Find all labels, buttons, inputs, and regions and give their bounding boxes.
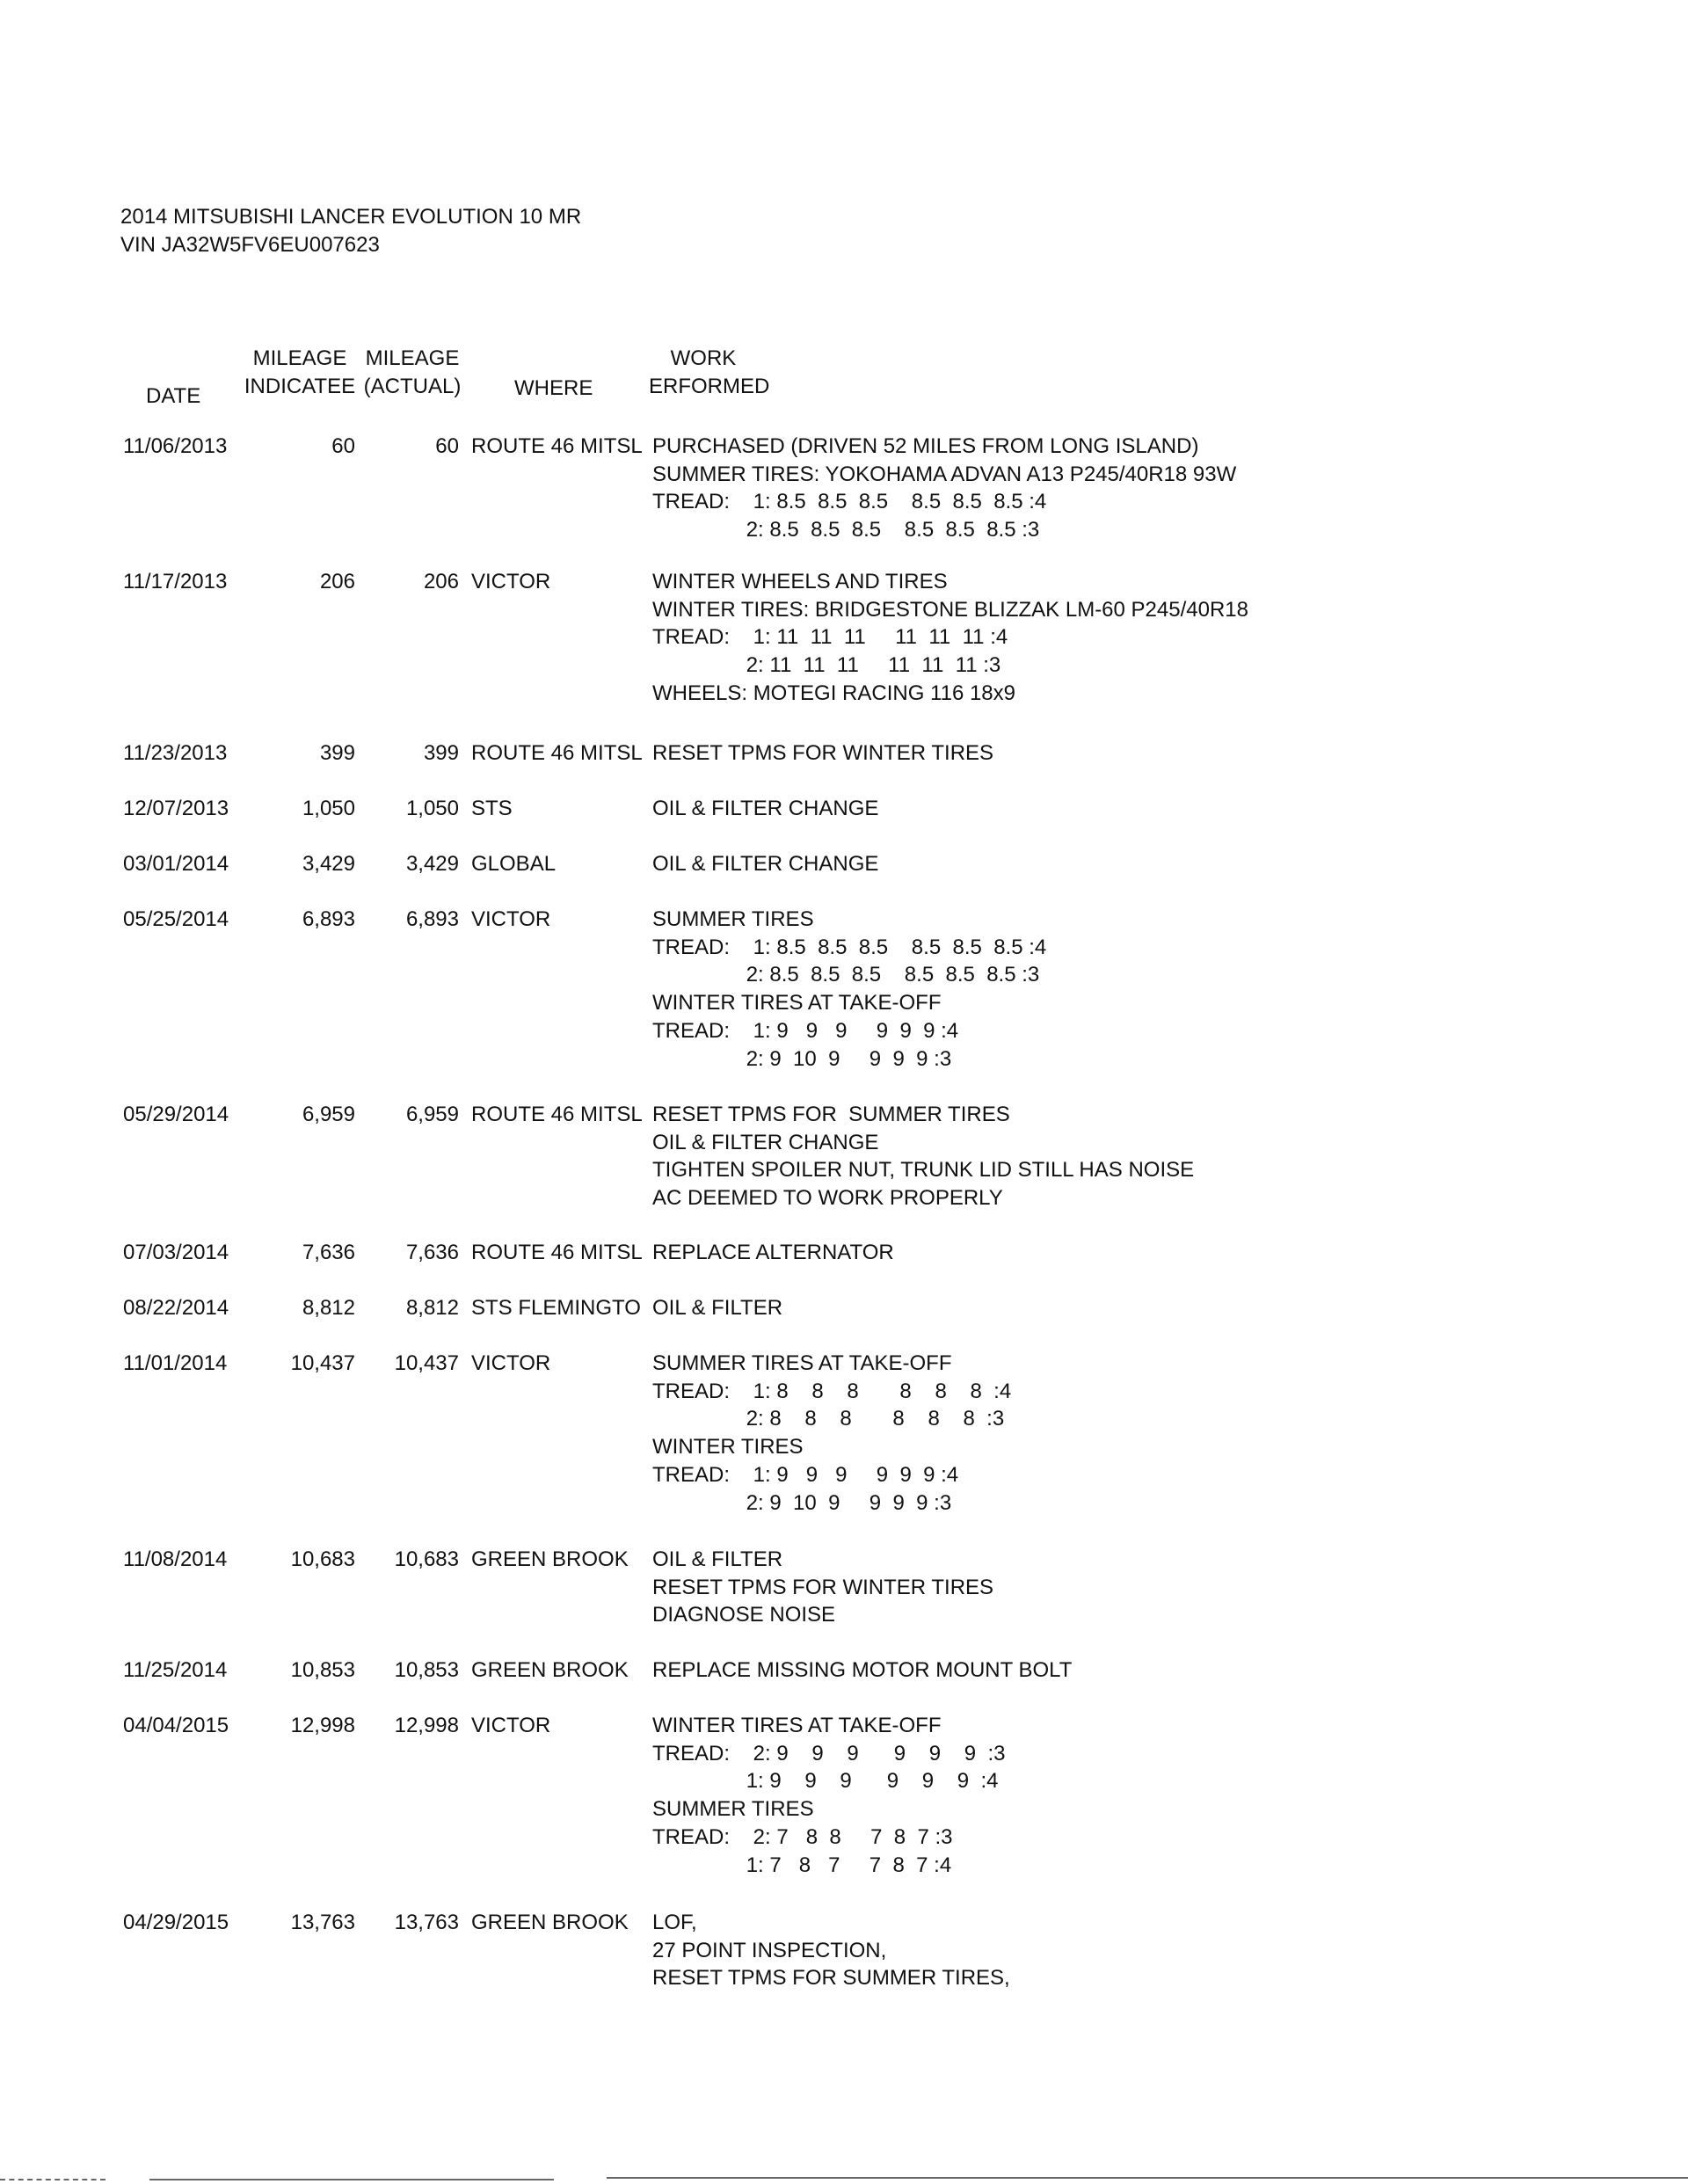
entry-where: GREEN BROOK xyxy=(471,1911,629,1934)
entry-date: 08/22/2014 xyxy=(123,1296,229,1320)
scan-edge-line-mid xyxy=(149,2179,554,2180)
entry-work-line: 27 POINT INSPECTION, xyxy=(652,1939,887,1962)
col-work-1: WORK xyxy=(670,346,737,370)
entry-where: ROUTE 46 MITSL xyxy=(471,741,643,765)
entry-work-line: TREAD: 2: 9 9 9 9 9 9 :3 xyxy=(652,1742,1006,1765)
entry-mileage-indicated: 399 xyxy=(319,741,355,765)
entry-mileage-indicated: 7,636 xyxy=(302,1241,355,1264)
entry-where: VICTOR xyxy=(471,1714,551,1737)
entry-mileage-indicated: 12,998 xyxy=(290,1714,355,1737)
entry-mileage-indicated: 8,812 xyxy=(302,1296,355,1320)
entry-work-line: 2: 9 10 9 9 9 9 :3 xyxy=(652,1047,952,1071)
entry-work-line: TREAD: 1: 8.5 8.5 8.5 8.5 8.5 8.5 :4 xyxy=(652,935,1047,959)
col-mileage-indicated-2: INDICATEE xyxy=(244,375,356,398)
entry-mileage-actual: 6,893 xyxy=(405,907,459,931)
entry-mileage-actual: 60 xyxy=(435,434,459,458)
entry-work-line: TIGHTEN SPOILER NUT, TRUNK LID STILL HAS NOISE xyxy=(652,1158,1195,1182)
entry-work-line: SUMMER TIRES: YOKOHAMA ADVAN A13 P245/40R18 93W xyxy=(652,462,1237,486)
col-work-2: ERFORMED xyxy=(649,375,770,398)
entry-mileage-actual: 12,998 xyxy=(394,1714,459,1737)
entry-work-line: RESET TPMS FOR SUMMER TIRES, xyxy=(652,1966,1010,1990)
entry-work-line: WINTER TIRES: BRIDGESTONE BLIZZAK LM-60 P245/40R18 xyxy=(652,598,1248,622)
entry-date: 11/08/2014 xyxy=(123,1547,228,1571)
entry-date: 05/29/2014 xyxy=(123,1103,229,1126)
col-date: DATE xyxy=(146,384,201,408)
entry-work-line: AC DEEMED TO WORK PROPERLY xyxy=(652,1186,1003,1210)
entry-work-line: WINTER WHEELS AND TIRES xyxy=(652,570,948,593)
entry-work-line: TREAD: 1: 8 8 8 8 8 8 :4 xyxy=(652,1380,1012,1403)
entry-where: GREEN BROOK xyxy=(471,1658,629,1682)
entry-where: GLOBAL xyxy=(471,852,557,876)
entry-mileage-actual: 206 xyxy=(423,570,459,593)
entry-mileage-actual: 3,429 xyxy=(405,852,459,876)
entry-date: 03/01/2014 xyxy=(123,852,229,876)
entry-work-line: OIL & FILTER xyxy=(652,1296,783,1320)
entry-mileage-actual: 10,437 xyxy=(394,1351,459,1375)
entry-date: 11/17/2013 xyxy=(123,570,228,593)
entry-mileage-actual: 7,636 xyxy=(405,1241,459,1264)
col-mileage-indicated-1: MILEAGE xyxy=(252,346,347,370)
entry-mileage-indicated: 13,763 xyxy=(290,1911,355,1934)
entry-date: 04/29/2015 xyxy=(123,1911,229,1934)
entry-work-line: TREAD: 1: 11 11 11 11 11 11 :4 xyxy=(652,625,1008,649)
entry-work-line: OIL & FILTER CHANGE xyxy=(652,852,879,876)
entry-mileage-actual: 6,959 xyxy=(405,1103,459,1126)
entry-work-line: LOF, xyxy=(652,1911,697,1934)
entry-work-line: 2: 9 10 9 9 9 9 :3 xyxy=(652,1491,952,1515)
entry-work-line: TREAD: 1: 9 9 9 9 9 9 :4 xyxy=(652,1463,959,1487)
entry-work-line: TREAD: 1: 8.5 8.5 8.5 8.5 8.5 8.5 :4 xyxy=(652,490,1047,513)
entry-mileage-actual: 13,763 xyxy=(394,1911,459,1934)
entry-where: VICTOR xyxy=(471,1351,551,1375)
col-where: WHERE xyxy=(514,376,593,400)
entry-mileage-indicated: 60 xyxy=(331,434,355,458)
entry-work-line: 2: 8.5 8.5 8.5 8.5 8.5 8.5 :3 xyxy=(652,963,1040,986)
entry-date: 04/04/2015 xyxy=(123,1714,229,1737)
entry-work-line: 2: 8.5 8.5 8.5 8.5 8.5 8.5 :3 xyxy=(652,518,1040,542)
entry-mileage-actual: 10,853 xyxy=(394,1658,459,1682)
entry-work-line: RESET TPMS FOR SUMMER TIRES xyxy=(652,1103,1010,1126)
entry-mileage-indicated: 10,853 xyxy=(290,1658,355,1682)
entry-mileage-indicated: 10,683 xyxy=(290,1547,355,1571)
entry-date: 05/25/2014 xyxy=(123,907,229,931)
entry-work-line: 1: 9 9 9 9 9 9 :4 xyxy=(652,1769,999,1793)
entry-where: GREEN BROOK xyxy=(471,1547,629,1571)
entry-date: 11/23/2013 xyxy=(123,741,228,765)
entry-work-line: TREAD: 1: 9 9 9 9 9 9 :4 xyxy=(652,1019,959,1043)
entry-work-line: RESET TPMS FOR WINTER TIRES xyxy=(652,1576,994,1599)
entry-work-line: WINTER TIRES xyxy=(652,1435,804,1459)
vehicle-title: 2014 MITSUBISHI LANCER EVOLUTION 10 MR xyxy=(120,205,582,229)
entry-work-line: DIAGNOSE NOISE xyxy=(652,1603,836,1627)
entry-work-line: SUMMER TIRES xyxy=(652,1797,814,1821)
entry-work-line: OIL & FILTER CHANGE xyxy=(652,797,879,820)
entry-where: ROUTE 46 MITSL xyxy=(471,434,643,458)
vin-line: VIN JA32W5FV6EU007623 xyxy=(120,233,380,257)
col-mileage-actual-1: MILEAGE xyxy=(365,346,460,370)
entry-work-line: WINTER TIRES AT TAKE-OFF xyxy=(652,1714,942,1737)
scan-edge-line-left xyxy=(0,2179,106,2180)
entry-work-line: 2: 8 8 8 8 8 8 :3 xyxy=(652,1407,1005,1431)
entry-mileage-indicated: 10,437 xyxy=(290,1351,355,1375)
entry-mileage-actual: 399 xyxy=(423,741,459,765)
entry-mileage-actual: 1,050 xyxy=(405,797,459,820)
entry-mileage-actual: 8,812 xyxy=(405,1296,459,1320)
entry-date: 12/07/2013 xyxy=(123,797,229,820)
entry-work-line: WINTER TIRES AT TAKE-OFF xyxy=(652,991,942,1015)
entry-work-line: PURCHASED (DRIVEN 52 MILES FROM LONG ISLAND) xyxy=(652,434,1199,458)
entry-mileage-indicated: 1,050 xyxy=(302,797,355,820)
entry-where: VICTOR xyxy=(471,570,551,593)
entry-date: 07/03/2014 xyxy=(123,1241,229,1264)
entry-mileage-indicated: 6,959 xyxy=(302,1103,355,1126)
entry-work-line: SUMMER TIRES xyxy=(652,907,814,931)
col-mileage-actual-2: (ACTUAL) xyxy=(363,375,462,398)
entry-where: STS xyxy=(471,797,513,820)
entry-date: 11/01/2014 xyxy=(123,1351,228,1375)
entry-work-line: OIL & FILTER xyxy=(652,1547,783,1571)
entry-mileage-actual: 10,683 xyxy=(394,1547,459,1571)
scan-edge-line-right xyxy=(607,2177,1688,2179)
entry-mileage-indicated: 3,429 xyxy=(302,852,355,876)
entry-date: 11/06/2013 xyxy=(123,434,228,458)
entry-work-line: TREAD: 2: 7 8 8 7 8 7 :3 xyxy=(652,1825,953,1849)
entry-work-line: WHEELS: MOTEGI RACING 116 18x9 xyxy=(652,681,1016,705)
entry-mileage-indicated: 6,893 xyxy=(302,907,355,931)
entry-where: ROUTE 46 MITSL xyxy=(471,1241,643,1264)
entry-mileage-indicated: 206 xyxy=(319,570,355,593)
entry-where: STS FLEMINGTO xyxy=(471,1296,641,1320)
entry-work-line: 2: 11 11 11 11 11 11 :3 xyxy=(652,653,1001,677)
entry-work-line: REPLACE MISSING MOTOR MOUNT BOLT xyxy=(652,1658,1073,1682)
entry-work-line: 1: 7 8 7 7 8 7 :4 xyxy=(652,1853,952,1877)
entry-work-line: OIL & FILTER CHANGE xyxy=(652,1131,879,1154)
entry-date: 11/25/2014 xyxy=(123,1658,228,1682)
entry-work-line: REPLACE ALTERNATOR xyxy=(652,1241,894,1264)
entry-where: VICTOR xyxy=(471,907,551,931)
entry-where: ROUTE 46 MITSL xyxy=(471,1103,643,1126)
entry-work-line: SUMMER TIRES AT TAKE-OFF xyxy=(652,1351,952,1375)
entry-work-line: RESET TPMS FOR WINTER TIRES xyxy=(652,741,994,765)
